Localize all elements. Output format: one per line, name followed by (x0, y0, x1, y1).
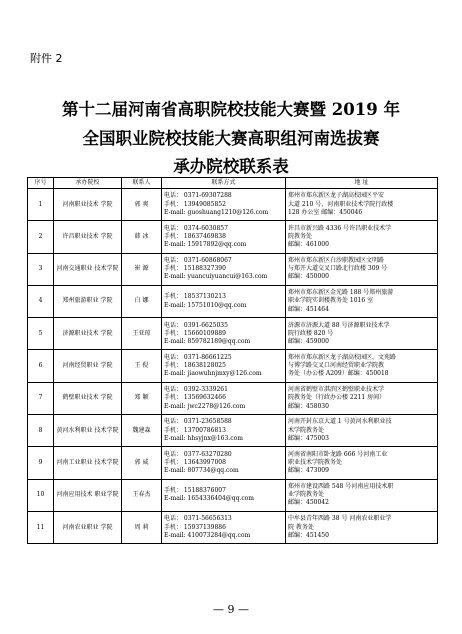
table-row (28, 221, 438, 253)
school-name: 河南经贸职业 学院 (54, 350, 122, 382)
table-row (28, 285, 438, 317)
address: 郑州市建设西路 548 号河南应用技术职 业学院教务处 邮编：450042 (286, 479, 438, 511)
table-row (28, 447, 438, 479)
school-name: 河南农业职业 学院 (54, 511, 122, 543)
contact-info: 电话： 0377-63270280 手机： 13643997008 E-mail: 807734@qq.com (162, 447, 286, 479)
address: 中牟县青年西路 38 号 河南农业职业学 院 教务处 邮编：451450 (286, 511, 438, 543)
table-row (28, 511, 438, 543)
contact-info: 电话： 0371-69307288 手机： 13949085852 E-mail: guoshuang1210@126.com (162, 189, 286, 221)
row-number: 7 (28, 382, 54, 414)
address: 郑州市郑东新区龙子湖高校园区，文苑路 与博学路交叉口河南经贸职业学院教 务处（办公楼 A209）邮编：450018 (286, 350, 438, 382)
page-number: — 9 — (213, 603, 249, 616)
row-number: 9 (28, 447, 54, 479)
address: 郑州市郑东新区金光路 188 号郑州旅游 职业学院实训楼教务处 1016 室 邮编：451464 (286, 285, 438, 317)
title-line-3: 承办院校联系表 (173, 157, 289, 176)
table-body (28, 189, 438, 544)
school-name: 河南交通职业 技术学院 (54, 253, 122, 285)
table-row (28, 253, 438, 285)
row-number: 1 (28, 189, 54, 221)
contact-table (27, 177, 438, 544)
contact-info: 电话： 0374-6030857 手机： 18637469838 E-mail: 15917892@qq.com (162, 221, 286, 253)
address: 河南省鹤壁市淇滨区鹤壁职业技术学 院教务处（行政办公楼 2211 房间） 邮编：458030 (286, 382, 438, 414)
address: 河南开封东京大道 1 号黄河水利职业技 术学院教务处 邮编：475003 (286, 415, 438, 447)
header-school: 承办院校 (54, 178, 122, 189)
contact-person: 王 倪 (122, 350, 162, 382)
contact-info: 手机： 18537130213 E-mail: 15751010@qq.com (162, 285, 286, 317)
contact-info: 电话： 0371-56656313 手机： 15937139886 E-mail: 410073284@qq.com (162, 511, 286, 543)
row-number: 8 (28, 415, 54, 447)
table-row (28, 189, 438, 221)
row-number: 3 (28, 253, 54, 285)
contact-person: 郭 爽 (122, 189, 162, 221)
contact-person: 王春杰 (122, 479, 162, 511)
address: 许昌市新兴路 4336 号许昌职业技术学 院教务处 邮编：461000 (286, 221, 438, 253)
row-number: 4 (28, 285, 54, 317)
attachment-label: 附件 2 (30, 52, 63, 65)
table-row (28, 350, 438, 382)
address: 河南省南阳市卧龙路 666 号河南工业 职业技术学院教务处 邮编：473009 (286, 447, 438, 479)
contact-person: 魏建森 (122, 415, 162, 447)
contact-person: 崔 源 (122, 253, 162, 285)
table-row (28, 318, 438, 350)
school-name: 许昌职业技术 学院 (54, 221, 122, 253)
school-name: 黄河水利职业 技术学院 (54, 415, 122, 447)
title-line-2: 全国职业院校技能大赛高职组河南选拔赛 (82, 129, 380, 148)
row-number: 5 (28, 318, 54, 350)
contact-person: 韩 冰 (122, 221, 162, 253)
contact-info: 电话： 0391-6625035 手机： 15660109889 E-mail: 859782189@qq.com (162, 318, 286, 350)
title-line-1: 第十二届河南省高职院校技能大赛暨 2019 年 (62, 100, 400, 119)
row-number: 2 (28, 221, 54, 253)
contact-info: 电话： 0371-86661225 手机： 18638128025 E-mail: jiaowuhnjmxy@126.com (162, 350, 286, 382)
table-row (28, 382, 438, 414)
school-name: 郑州旅游职业 学院 (54, 285, 122, 317)
contact-person: 白 娜 (122, 285, 162, 317)
address: 济源市济源大道 88 号济源职业技术学 院行政楼 820 号 邮编：459000 (286, 318, 438, 350)
contact-info: 电话： 0371-60868067 手机： 15188327390 E-mail: yuancuiyuancui@163.com (162, 253, 286, 285)
contact-info: 电话： 0392-3339261 手机： 13569632466 E-mail: jwc2278@126.com (162, 382, 286, 414)
contact-person: 周 莉 (122, 511, 162, 543)
header-address: 地 址 (286, 178, 438, 189)
table-row (28, 415, 438, 447)
address: 郑州市郑东新区白沙职教园区文明路 与郑开大道交叉口路北行政楼 309 号 邮编：450000 (286, 253, 438, 285)
row-number: 10 (28, 479, 54, 511)
contact-person: 郑 颖 (122, 382, 162, 414)
row-number: 6 (28, 350, 54, 382)
school-name: 河南应用技术 职业学院 (54, 479, 122, 511)
header-contact: 联系方式 (162, 178, 286, 189)
school-name: 鹤壁职业技术 学院 (54, 382, 122, 414)
school-name: 河南职业技术 学院 (54, 189, 122, 221)
school-name: 济源职业技术 学院 (54, 318, 122, 350)
table-header-row (28, 178, 438, 189)
contact-person: 王亚琼 (122, 318, 162, 350)
address: 郑州市郑东新区龙子湖高校园区平安 大道 210 号，河南职业技术学院行政楼 128 办公室 邮编：450046 (286, 189, 438, 221)
header-no: 序号 (28, 178, 54, 189)
header-person: 联系人 (122, 178, 162, 189)
contact-person: 郭 威 (122, 447, 162, 479)
row-number: 11 (28, 511, 54, 543)
school-name: 河南工业职业 技术学院 (54, 447, 122, 479)
contact-info: 手机： 15188376007 E-mail: 1654336404@qq.com (162, 479, 286, 511)
contact-info: 电话： 0371-23658588 手机： 13700786813 E-mail: hhsyjnx@163.com (162, 415, 286, 447)
table-row (28, 479, 438, 511)
